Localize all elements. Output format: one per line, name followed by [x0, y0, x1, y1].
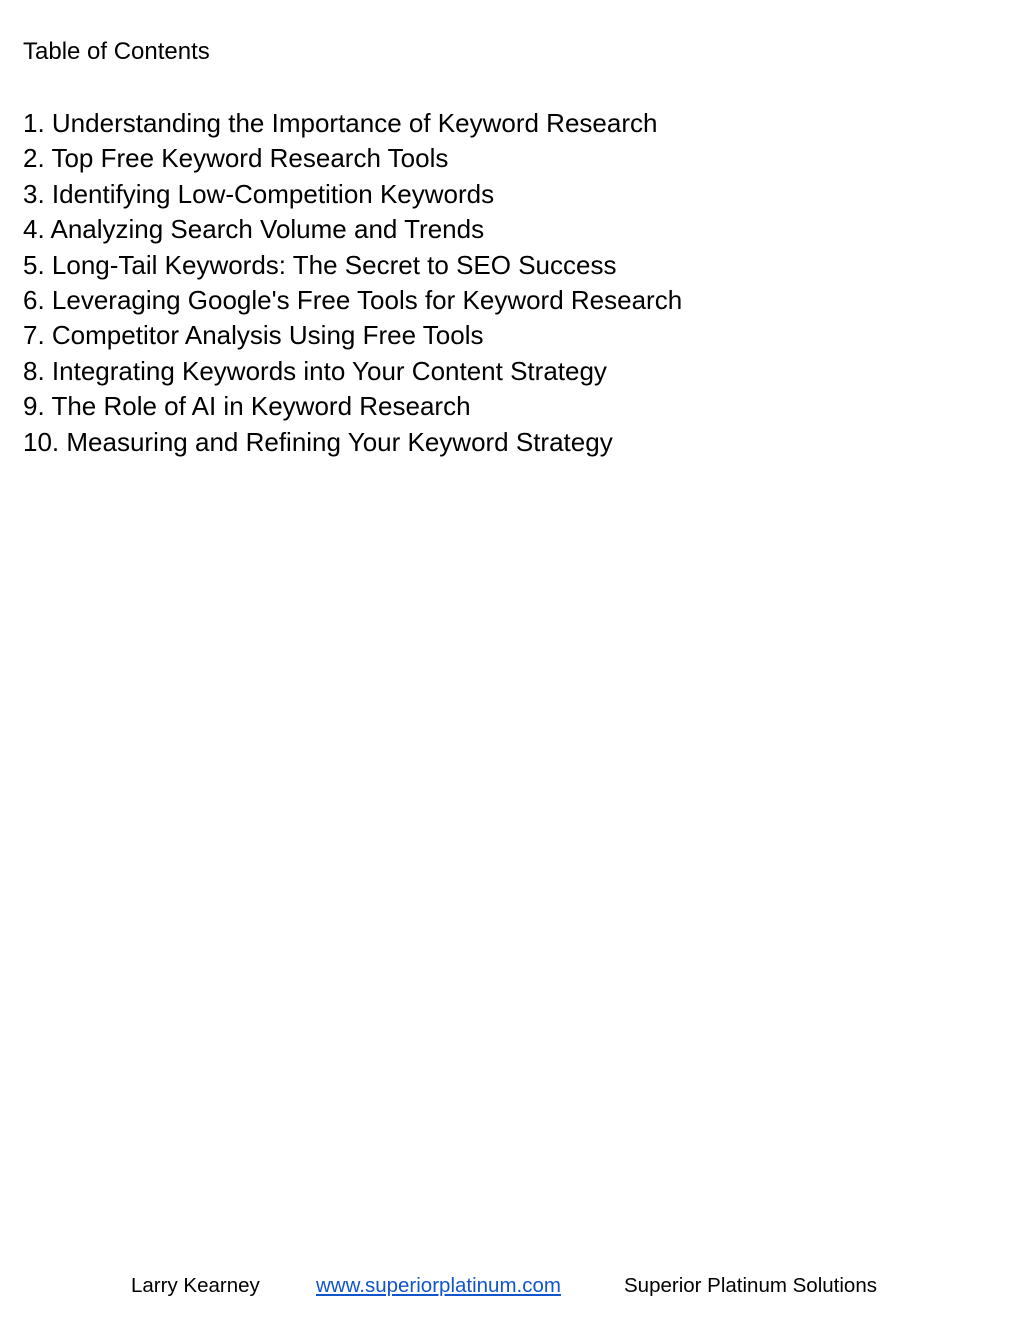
footer-company: Superior Platinum Solutions	[624, 1274, 877, 1297]
toc-item-3: 3. Identifying Low-Competition Keywords	[23, 178, 495, 209]
footer-website-link[interactable]: www.superiorplatinum.com	[316, 1274, 561, 1297]
toc-list	[23, 106, 682, 460]
toc-item-6: 6. Leveraging Google's Free Tools for Keyword Research	[23, 285, 683, 316]
toc-item-4: 4. Analyzing Search Volume and Trends	[23, 214, 485, 245]
toc-item-1: 1. Understanding the Importance of Keyword Research	[23, 108, 658, 138]
toc-item-5: 5. Long-Tail Keywords: The Secret to SEO Success	[23, 249, 617, 280]
toc-item-8: 8. Integrating Keywords into Your Content Strategy	[23, 355, 607, 386]
page-footer	[0, 1272, 1024, 1300]
toc-item-9: 9. The Role of AI in Keyword Research	[23, 391, 471, 422]
footer-author: Larry Kearney	[131, 1274, 260, 1297]
toc-title: Table of Contents	[23, 38, 210, 65]
toc-item-2: 2. Top Free Keyword Research Tools	[23, 143, 449, 174]
toc-item-10: 10. Measuring and Refining Your Keyword Strategy	[23, 426, 613, 457]
toc-item-7: 7. Competitor Analysis Using Free Tools	[23, 320, 484, 351]
